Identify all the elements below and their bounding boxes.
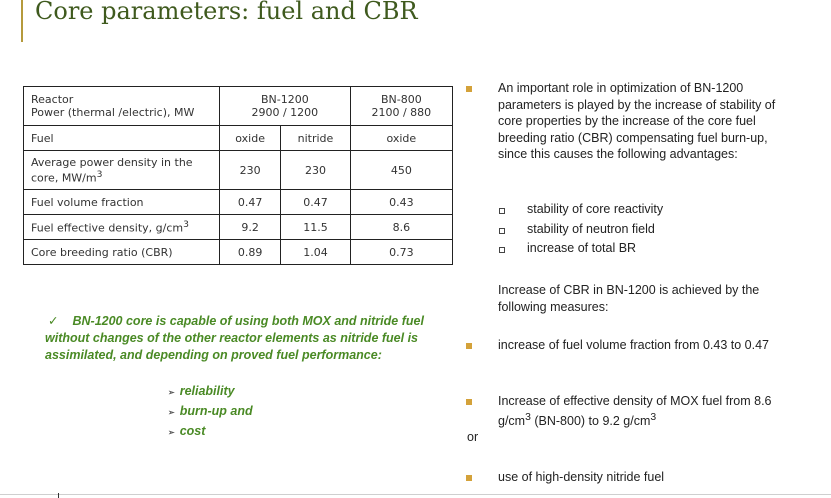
row-label-superscript: 3 [96,168,103,180]
cell-bn1200-oxide: oxide [220,126,281,151]
footer-tick [58,493,59,498]
header-bn800-power: 2100 / 880 [371,106,432,119]
header-label-power: Power (thermal /electric), MW [31,106,195,119]
core-parameters-table [23,86,453,265]
row-label-superscript: 3 [183,219,189,231]
performance-item-label: reliability [179,384,235,398]
row-label-text: Fuel effective density, g/cm [31,221,184,235]
advantage-item: increase of total BR [527,241,637,255]
measure2-sup: 3 [525,411,531,423]
title-accent-bar [21,0,23,42]
nitride-capability-note [45,313,435,364]
performance-item-label: cost [179,424,206,438]
row-label-line2 [31,169,212,185]
arrow-bullet-icon: ➢ [168,388,175,397]
cell-bn800: 450 [350,151,452,190]
cell-bn800: 0.43 [350,190,452,215]
header-bn1200-cell [220,87,351,126]
table-row-fuel [24,126,453,151]
cell-bn1200-nitride: 1.04 [281,240,350,265]
table-row-power-density [24,151,453,190]
row-label: Core breeding ratio (CBR) [24,240,220,265]
row-label [24,151,220,190]
hollow-square-bullet-icon [499,228,505,234]
header-bn800-name: BN-800 [380,93,422,106]
row-label-unit: core, MW/m [31,171,97,185]
table-row-breeding-ratio [24,240,453,265]
intro-paragraph: An important role in optimization of BN-1200 parameters is played by the increase of stability of core properties by the increase of the core fuel breeding ratio (CBR) compensating fuel burn-up, since this causes the following advantages: [498,81,776,161]
row-label-line1: Average power density in the [31,155,193,169]
performance-item [168,384,235,398]
table-header-row [24,87,453,126]
slide-title: Core parameters: fuel and CBR [35,0,418,25]
performance-item [168,424,205,438]
table-row-effective-density [24,215,453,240]
square-bullet-icon [466,475,472,481]
cell-bn1200-oxide: 230 [220,151,281,190]
header-label-cell [24,87,220,126]
cell-bn1200-oxide: 9.2 [220,215,281,240]
measure2-text-a: Increase of effective density of MOX fuel from 8.6 g/cm [498,394,772,428]
cell-bn1200-nitride: 230 [281,151,350,190]
square-bullet-icon [466,343,472,349]
measure-effective-density [498,393,788,429]
cell-bn1200-oxide: 0.47 [220,190,281,215]
header-bn800-cell [350,87,452,126]
arrow-bullet-icon: ➢ [168,408,175,417]
square-bullet-icon [466,86,472,92]
or-connector: or [467,430,479,444]
arrow-bullet-icon: ➢ [168,428,175,437]
measure2-text-b: (BN-800) to 9.2 g/cm [530,413,651,428]
measure2-sup: 3 [650,411,657,423]
header-bn1200-name: BN-1200 [260,93,309,106]
table-row-volume-fraction [24,190,453,215]
measures-intro: Increase of CBR in BN-1200 is achieved by the following measures: [498,283,760,314]
measure-nitride-fuel: use of high-density nitride fuel [498,470,665,484]
cell-bn800: 8.6 [350,215,452,240]
note-text: BN-1200 core is capable of using both MOX and nitride fuel without changes of the other reactor elements as nitride fuel is assimilated, and depending on proved fuel performance: [45,314,424,362]
advantage-item: stability of neutron field [527,222,655,236]
row-label: Fuel [24,126,220,151]
header-bn1200-power: 2900 / 1200 [251,106,319,119]
checkmark-icon: ✓ [48,314,59,328]
cell-bn1200-nitride: 11.5 [281,215,350,240]
footer-divider [0,494,831,495]
performance-item-label: burn-up and [179,404,253,418]
performance-item [168,404,253,418]
cell-bn1200-oxide: 0.89 [220,240,281,265]
hollow-square-bullet-icon [499,247,505,253]
cell-bn1200-nitride: 0.47 [281,190,350,215]
cell-bn800: 0.73 [350,240,452,265]
row-label [24,215,220,240]
cell-bn1200-nitride: nitride [281,126,350,151]
advantage-item: stability of core reactivity [527,202,664,216]
hollow-square-bullet-icon [499,208,505,214]
header-label-reactor: Reactor [31,93,74,106]
row-label: Fuel volume fraction [24,190,220,215]
measure-volume-fraction: increase of fuel volume fraction from 0.43 to 0.47 [498,338,769,352]
square-bullet-icon [466,399,472,405]
cell-bn800: oxide [350,126,452,151]
